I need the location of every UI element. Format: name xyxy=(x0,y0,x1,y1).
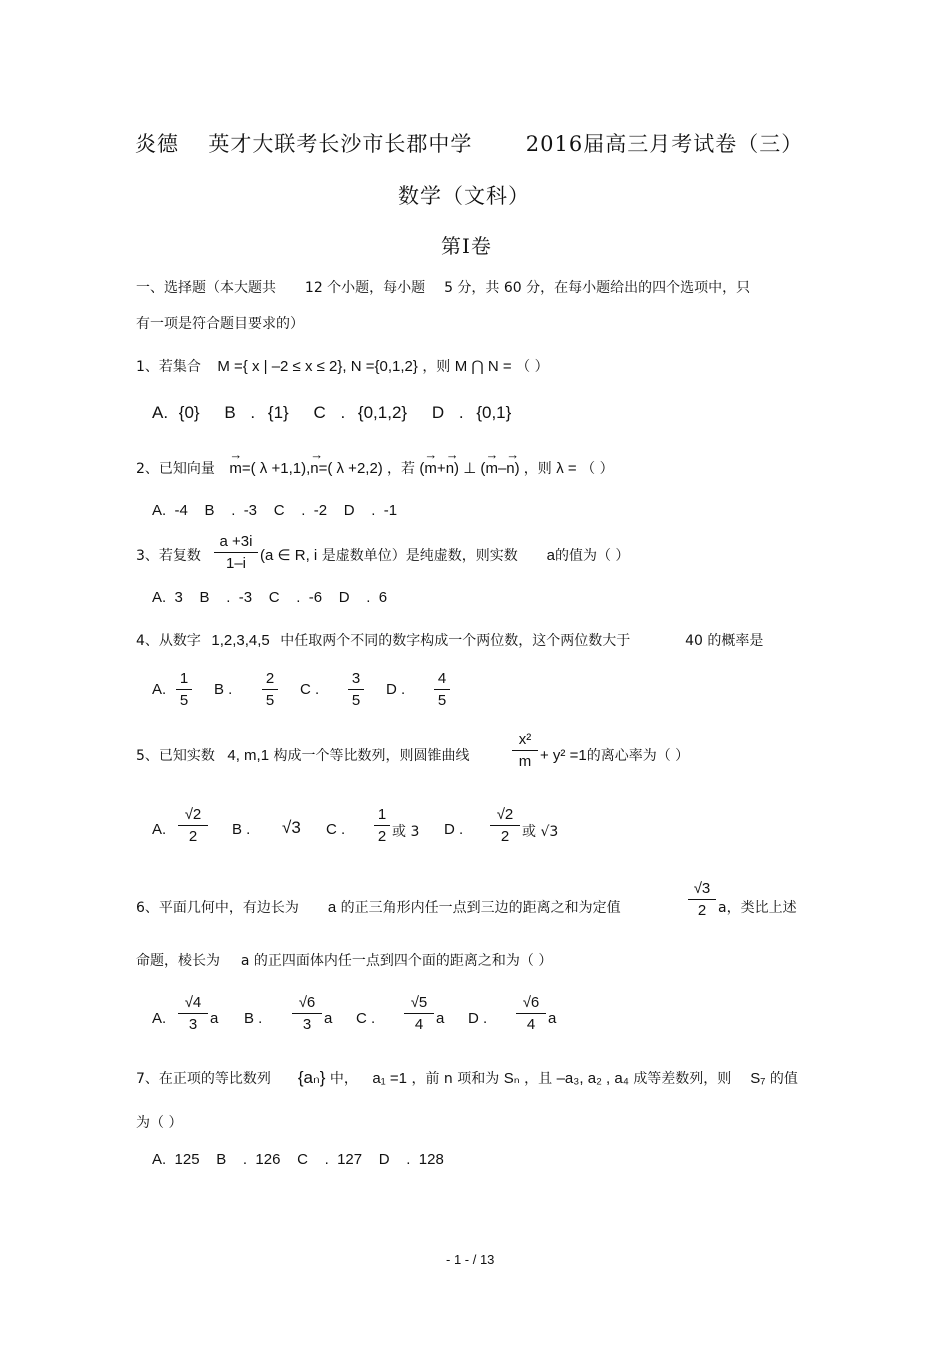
q5-opt-c-tail: 或 3 xyxy=(392,824,420,840)
vector-n: → n xyxy=(310,460,318,477)
q4-stem: 4、从数字 1,2,3,4,5 中任取两个不同的数字构成一个两位数，这个两位数大于 40 的概率是 xyxy=(136,632,764,649)
q6-opt-c: √5 4 xyxy=(404,994,434,1033)
q5-opt-a: √2 2 xyxy=(178,806,208,845)
q7-options: A. 125 B . 126 C . 127 D . 128 xyxy=(152,1151,444,1168)
q5-opt-b: √3 xyxy=(282,818,301,837)
q6-opt-d: √6 4 xyxy=(516,994,546,1033)
q5-opt-c-label: C . xyxy=(326,821,346,838)
intro-line1: 一、选择题（本大题共 12 个小题，每小题 5 分，共 60 分，在每小题给出的四个选项中，只 xyxy=(136,280,751,296)
q4-opt-c: 3 5 xyxy=(348,670,364,709)
q6-opt-a-label: A. xyxy=(152,1010,167,1027)
q5-stem: 5、已知实数 4, m,1 构成一个等比数列，则圆锥曲线 xyxy=(136,747,470,764)
q3-lead: 3、若复数 xyxy=(136,548,201,564)
q1-expr: M ⋂ N = xyxy=(454,358,512,375)
q2-options: A. -4 B . -3 C . -2 D . -1 xyxy=(152,502,398,519)
q1-options: A. {0} B . {1} C . {0,1,2} D . {0,1} xyxy=(152,403,512,422)
q6-opt-b: √6 3 xyxy=(292,994,322,1033)
q6-tail: a，类比上述 xyxy=(718,900,797,916)
q3-options: A. 3 B . -3 C . -6 D . 6 xyxy=(152,589,388,606)
q6-opt-d-label: D . xyxy=(468,1010,488,1027)
q2-stem: 2、已知向量 → m=( λ +1,1),→ n=( λ +2,2) ，若 (→ m+→ n) ⊥ (→ m–→ n) ，则 λ = （ ） xyxy=(136,458,614,478)
q4-opt-d-label: D . xyxy=(386,681,406,698)
intro-line2: 有一项是符合题目要求的） xyxy=(136,316,304,332)
q5-opt-d: √2 2 xyxy=(490,806,520,845)
q4-opt-d: 4 5 xyxy=(434,670,450,709)
subtitle: 数学（文科） xyxy=(398,184,530,208)
q7-line2: 为（ ） xyxy=(136,1115,183,1131)
q4-opt-a-label: A. xyxy=(152,681,167,698)
q6-opt-c-label: C . xyxy=(356,1010,376,1027)
q4-opt-a: 1 5 xyxy=(176,670,192,709)
q6-opt-a: √4 3 xyxy=(178,994,208,1033)
q4-opt-c-label: C . xyxy=(300,681,320,698)
q6-stem: 6、平面几何中，有边长为 a 的正三角形内任一点到三边的距离之和为定值 xyxy=(136,899,621,916)
q1-sets: M ={ x | –2 ≤ x ≤ 2}, N ={0,1,2} xyxy=(217,358,418,375)
q5-opt-c: 1 2 xyxy=(374,806,390,845)
title-mid: 英才大联考长沙市长郡中学 xyxy=(208,132,473,156)
q4-opt-b-label: B . xyxy=(214,681,233,698)
page-number: - 1 - / 13 xyxy=(446,1252,495,1267)
q1-stem: 1、若集合 M ={ x | –2 ≤ x ≤ 2}, N ={0,1,2} ，则 M ⋂ N = （ ） xyxy=(136,358,549,375)
q6-line2: 命题，棱长为 a 的正四面体内任一点到四个面的距离之和为（ ） xyxy=(136,953,553,969)
q5-tail: + y² =1的离心率为（ ） xyxy=(540,747,690,764)
q3-fraction: a +3i 1–i xyxy=(214,533,258,572)
q5-opt-d-tail: 或 √3 xyxy=(522,824,559,840)
title-left: 炎德 xyxy=(135,132,179,156)
q5-opt-d-label: D . xyxy=(444,821,464,838)
q5-opt-a-label: A. xyxy=(152,821,167,838)
q6-fraction: √3 2 xyxy=(688,880,716,919)
q7-stem: 7、在正项的等比数列 {aₙ} 中， a₁ =1 ，前 n 项和为 Sₙ ，且 –a₃, a₂ , a₄ 成等差数列，则 S₇ 的值 xyxy=(136,1068,798,1087)
q5-opt-b-label: B . xyxy=(232,821,251,838)
q3-rest: (a ∈ R, i 是虚数单位）是纯虚数，则实数 a的值为（ ） xyxy=(260,547,630,564)
q6-opt-b-label: B . xyxy=(244,1010,263,1027)
section-title: 第Ⅰ卷 xyxy=(441,234,492,258)
q5-fraction: x² m xyxy=(512,731,538,770)
vector-m: → m xyxy=(229,460,242,477)
title-right: 2016届高三月考试卷（三） xyxy=(525,132,804,156)
q4-opt-b: 2 5 xyxy=(262,670,278,709)
